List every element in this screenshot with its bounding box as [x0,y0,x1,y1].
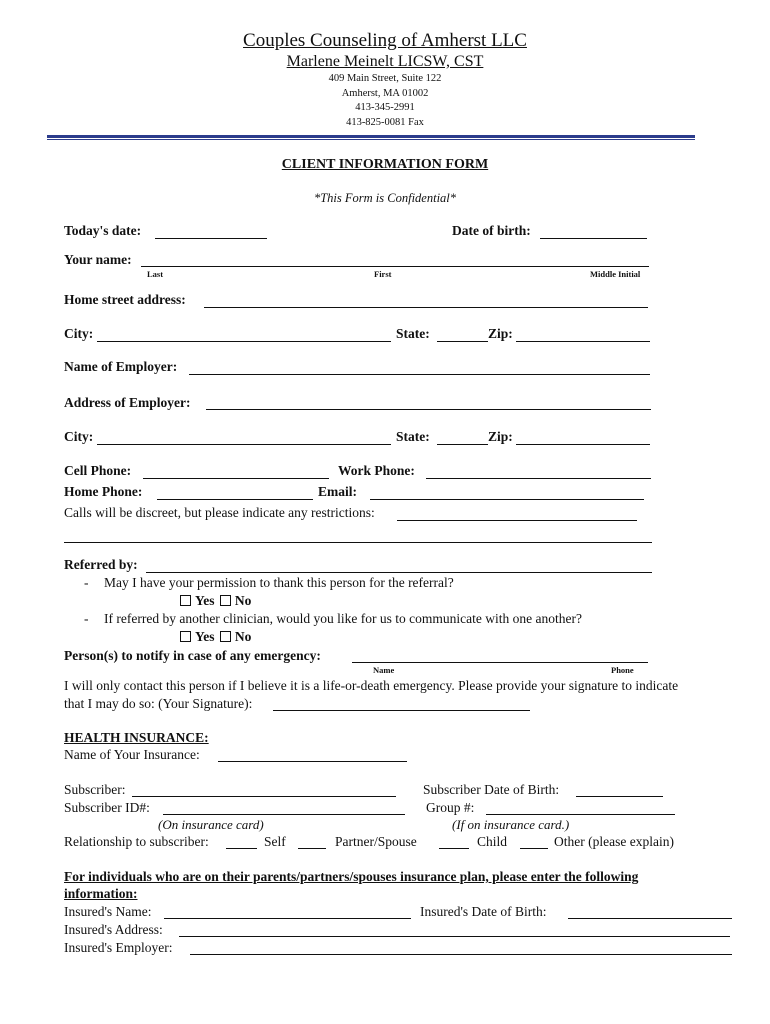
insurance-heading: HEALTH INSURANCE: [64,730,209,745]
relationship-label: Relationship to subscriber: [64,834,209,849]
zip-label: Zip: [488,326,513,341]
your-name-label: Your name: [64,252,132,267]
clinician-no-label: No [234,629,252,644]
subscriber-id-field[interactable] [163,814,405,815]
cell-phone-field[interactable] [143,478,329,479]
permission-yes-checkbox[interactable] [180,595,191,606]
insured-dob-label: Insured's Date of Birth: [420,904,547,919]
city-field[interactable] [97,341,391,342]
todays-date-label: Today's date: [64,223,142,238]
dependents-heading-cont: information: [64,886,138,901]
relationship-partner-option: Partner/Spouse [335,834,417,849]
permission-question: May I have your permission to thank this person for the referral? [104,575,454,590]
clinician-options [180,629,251,645]
subscriber-id-label: Subscriber ID#: [64,800,150,815]
clinician-yes-label: Yes [195,629,215,644]
employer-address-label: Address of Employer: [64,395,191,410]
group-label: Group #: [426,800,475,815]
header-divider [47,135,695,138]
insured-employer-label: Insured's Employer: [64,940,173,955]
insured-dob-field[interactable] [568,918,732,919]
permission-options [180,593,251,609]
signature-field[interactable] [273,710,530,711]
relationship-partner-field[interactable] [298,848,326,849]
fax-line: 413-825-0081 Fax [346,116,424,128]
relationship-other-field[interactable] [520,848,548,849]
cell-phone-label: Cell Phone: [64,463,132,478]
employer-state-field[interactable] [437,444,488,445]
name-middle-caption: Middle Initial [590,269,641,279]
on-card-caption: (On insurance card) [158,817,264,832]
bullet-dash: - [84,575,89,590]
relationship-self-option: Self [264,834,286,849]
employer-city-field[interactable] [97,444,391,445]
emergency-name-caption: Name [373,665,395,675]
name-first-caption: First [374,269,392,279]
home-address-label: Home street address: [64,292,186,307]
calls-restrictions-field[interactable] [397,520,637,521]
employer-name-field[interactable] [189,374,650,375]
employer-zip-field[interactable] [516,444,650,445]
employer-address-field[interactable] [206,409,651,410]
clinician-no-checkbox[interactable] [220,631,231,642]
insurance-name-label: Name of Your Insurance: [64,747,200,762]
if-on-card-caption: (If on insurance card.) [452,817,570,832]
emergency-phone-caption: Phone [611,665,634,675]
home-address-field[interactable] [204,307,648,308]
insured-address-label: Insured's Address: [64,922,163,937]
work-phone-field[interactable] [426,478,651,479]
header-divider-thin [47,139,695,140]
employer-zip-label: Zip: [488,429,513,444]
group-field[interactable] [486,814,675,815]
contact-note: I will only contact this person if I believe it is a life-or-death emergency. Please provide your signature to indicate [64,678,679,693]
permission-no-label: No [234,593,252,608]
relationship-child-option: Child [477,834,508,849]
name-last-caption: Last [147,269,164,279]
dob-field[interactable] [540,238,647,239]
referred-by-field[interactable] [146,572,652,573]
email-field[interactable] [370,499,644,500]
your-name-field[interactable] [141,266,649,267]
permission-yes-label: Yes [195,593,215,608]
insurance-name-field[interactable] [218,761,407,762]
confidential-note: *This Form is Confidential* [313,191,457,205]
practice-address [0,72,770,130]
insured-name-label: Insured's Name: [64,904,152,919]
home-phone-label: Home Phone: [64,484,143,499]
relationship-other-option: Other (please explain) [554,834,674,849]
home-phone-field[interactable] [157,499,313,500]
calls-restrictions-label: Calls will be discreet, but please indicate any restrictions: [64,505,375,520]
subscriber-field[interactable] [132,796,396,797]
address-line: 409 Main Street, Suite 122 [328,73,442,84]
subscriber-label: Subscriber: [64,782,126,797]
zip-field[interactable] [516,341,650,342]
insured-employer-field[interactable] [190,954,732,955]
permission-no-checkbox[interactable] [220,595,231,606]
relationship-child-field[interactable] [439,848,469,849]
clinician-yes-checkbox[interactable] [180,631,191,642]
dependents-heading: For individuals who are on their parents/partners/spouses insurance plan, please enter the following [64,869,639,884]
practice-name: Couples Counseling of Amherst LLC [243,30,527,51]
state-field[interactable] [437,341,488,342]
form-title: CLIENT INFORMATION FORM [281,157,489,172]
city-label: City: [64,326,94,341]
signature-label: that I may do so: (Your Signature): [64,696,253,711]
phone-line: 413-345-2991 [355,102,415,113]
state-label: State: [396,326,430,341]
work-phone-label: Work Phone: [338,463,415,478]
employer-state-label: State: [396,429,430,444]
employer-name-label: Name of Employer: [64,359,178,374]
referred-by-label: Referred by: [64,557,138,572]
dob-label: Date of birth: [452,223,531,238]
todays-date-field[interactable] [155,238,267,239]
clinician-name: Marlene Meinelt LICSW, CST [286,53,484,70]
clinician-question: If referred by another clinician, would you like for us to communicate with one another? [104,611,582,626]
insured-address-field[interactable] [179,936,730,937]
address-line: Amherst, MA 01002 [341,87,429,99]
calls-restrictions-field-2[interactable] [64,542,652,543]
emergency-label: Person(s) to notify in case of any emergency: [64,648,321,663]
emergency-field[interactable] [352,662,648,663]
insured-name-field[interactable] [164,918,411,919]
subscriber-dob-field[interactable] [576,796,663,797]
relationship-self-field[interactable] [226,848,257,849]
employer-city-label: City: [64,429,94,444]
subscriber-dob-label: Subscriber Date of Birth: [423,782,560,797]
bullet-dash: - [84,611,89,626]
email-label: Email: [318,484,357,499]
